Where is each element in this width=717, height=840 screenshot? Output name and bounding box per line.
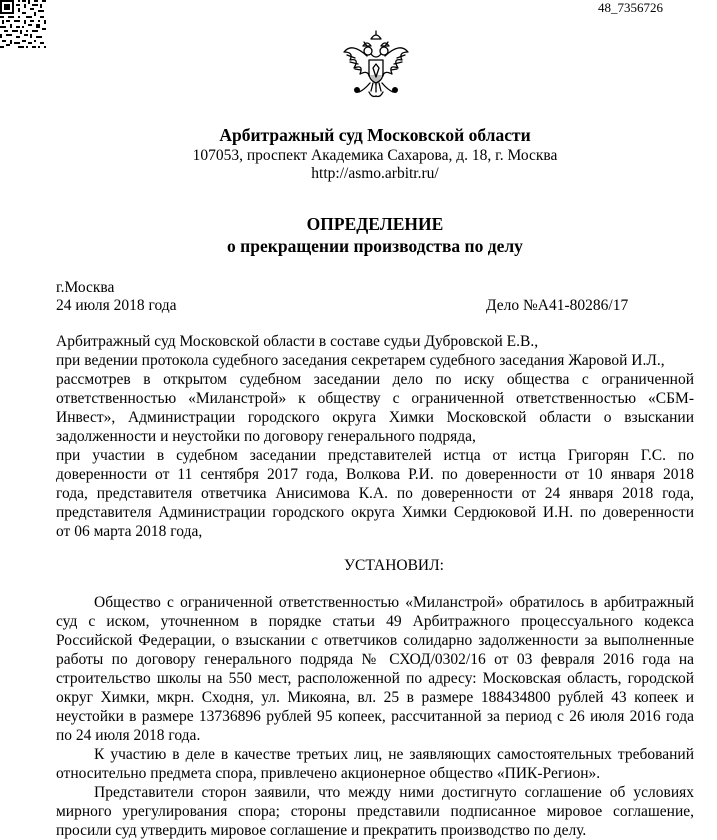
document-title: ОПРЕДЕЛЕНИЕ [306,214,444,234]
preamble-line: Инвест», Администрации городского округа Химки Московской области о взыскании [56,409,694,426]
preamble-line: доверенности от 11 сентября 2017 года, Волкова Р.И. по доверенности от 10 января 2018 [56,466,694,483]
body-line: суд с иском, уточненном в порядке статьи 49 Арбитражного процессуального кодекса [56,613,694,630]
body-line: просили суд утвердить мировое соглашение и прекратить производство по делу. [56,822,587,839]
court-name: Арбитражный суд Московской области [219,125,531,145]
body-line: К участию в деле в качестве третьих лиц, не заявляющих самостоятельных требований [94,746,694,763]
preamble-line: Арбитражный суд Московской области в составе судьи Дубровской Е.В., [56,333,539,350]
body-line: строительство школы на 550 мест, расположенной по адресу: Московская область, городской [56,670,694,687]
preamble-line: при участии в судебном заседании представителей истца от истца Григорян Г.С. по [56,447,694,464]
section-heading: УСТАНОВИЛ: [344,557,444,574]
document-subtitle: о прекращении производства по делу [227,236,523,256]
preamble-line: рассмотрев в открытом судебном заседании дело по иску общества с ограниченной [56,371,694,388]
preamble-line: года, представителя ответчика Анисимова К.А. по доверенности от 24 января 2018 года, [56,485,694,502]
qr-code [0,0,46,48]
preamble-line: при ведении протокола судебного заседания секретарем судебного заседания Жаровой И.Л., [56,352,665,369]
preamble-line: задолженности и неустойки по договору генерального подряда, [56,428,476,445]
document-date: 24 июля 2018 года [56,297,177,314]
court-website-link[interactable]: http://asmo.arbitr.ru/ [311,165,439,182]
body-line: мирного урегулирования спора; стороны представили подписанное мировое соглашение, [56,803,694,820]
body-line: Общество с ограниченной ответственностью «Миланстрой» обратилось в арбитражный [94,594,694,611]
body-line: округ Химки, мкрн. Сходня, ул. Микояна, вл. 25 в размере 188434800 рублей 43 копеек и [56,689,694,706]
preamble-line: от 06 марта 2018 года, [56,523,203,540]
case-number: Дело №А41-80286/17 [486,297,629,314]
document-number: 48_7356726 [598,0,663,15]
body-line: неустойки в размере 13736896 рублей 95 копеек, рассчитанной за период с 26 июля 2016 года [56,708,694,725]
preamble-line: ответственностью «Миланстрой» к обществу с ограниченной ответственностью «СБМ- [56,390,694,407]
preamble-line: представителя Администрации городского округа Химки Сердюковой И.Н. по доверенности [56,504,694,521]
document-place: г.Москва [56,279,115,296]
body-line: относительно предмета спора, привлечено акционерное общество «ПИК-Регион». [56,765,601,782]
body-line: работы по договору генерального подряда № СХОД/0302/16 от 03 февраля 2016 года на [56,651,694,668]
body-line: по 24 июля 2018 года. [56,727,201,744]
court-address: 107053, проспект Академика Сахарова, д. 18, г. Москва [192,147,558,164]
body-line: Представители сторон заявили, что между ними достигнуто соглашение об условиях [94,784,694,801]
coat-of-arms-emblem [340,30,412,100]
body-line: Российской Федерации, о взыскании с ответчиков солидарно задолженности за выполненные [56,632,694,649]
